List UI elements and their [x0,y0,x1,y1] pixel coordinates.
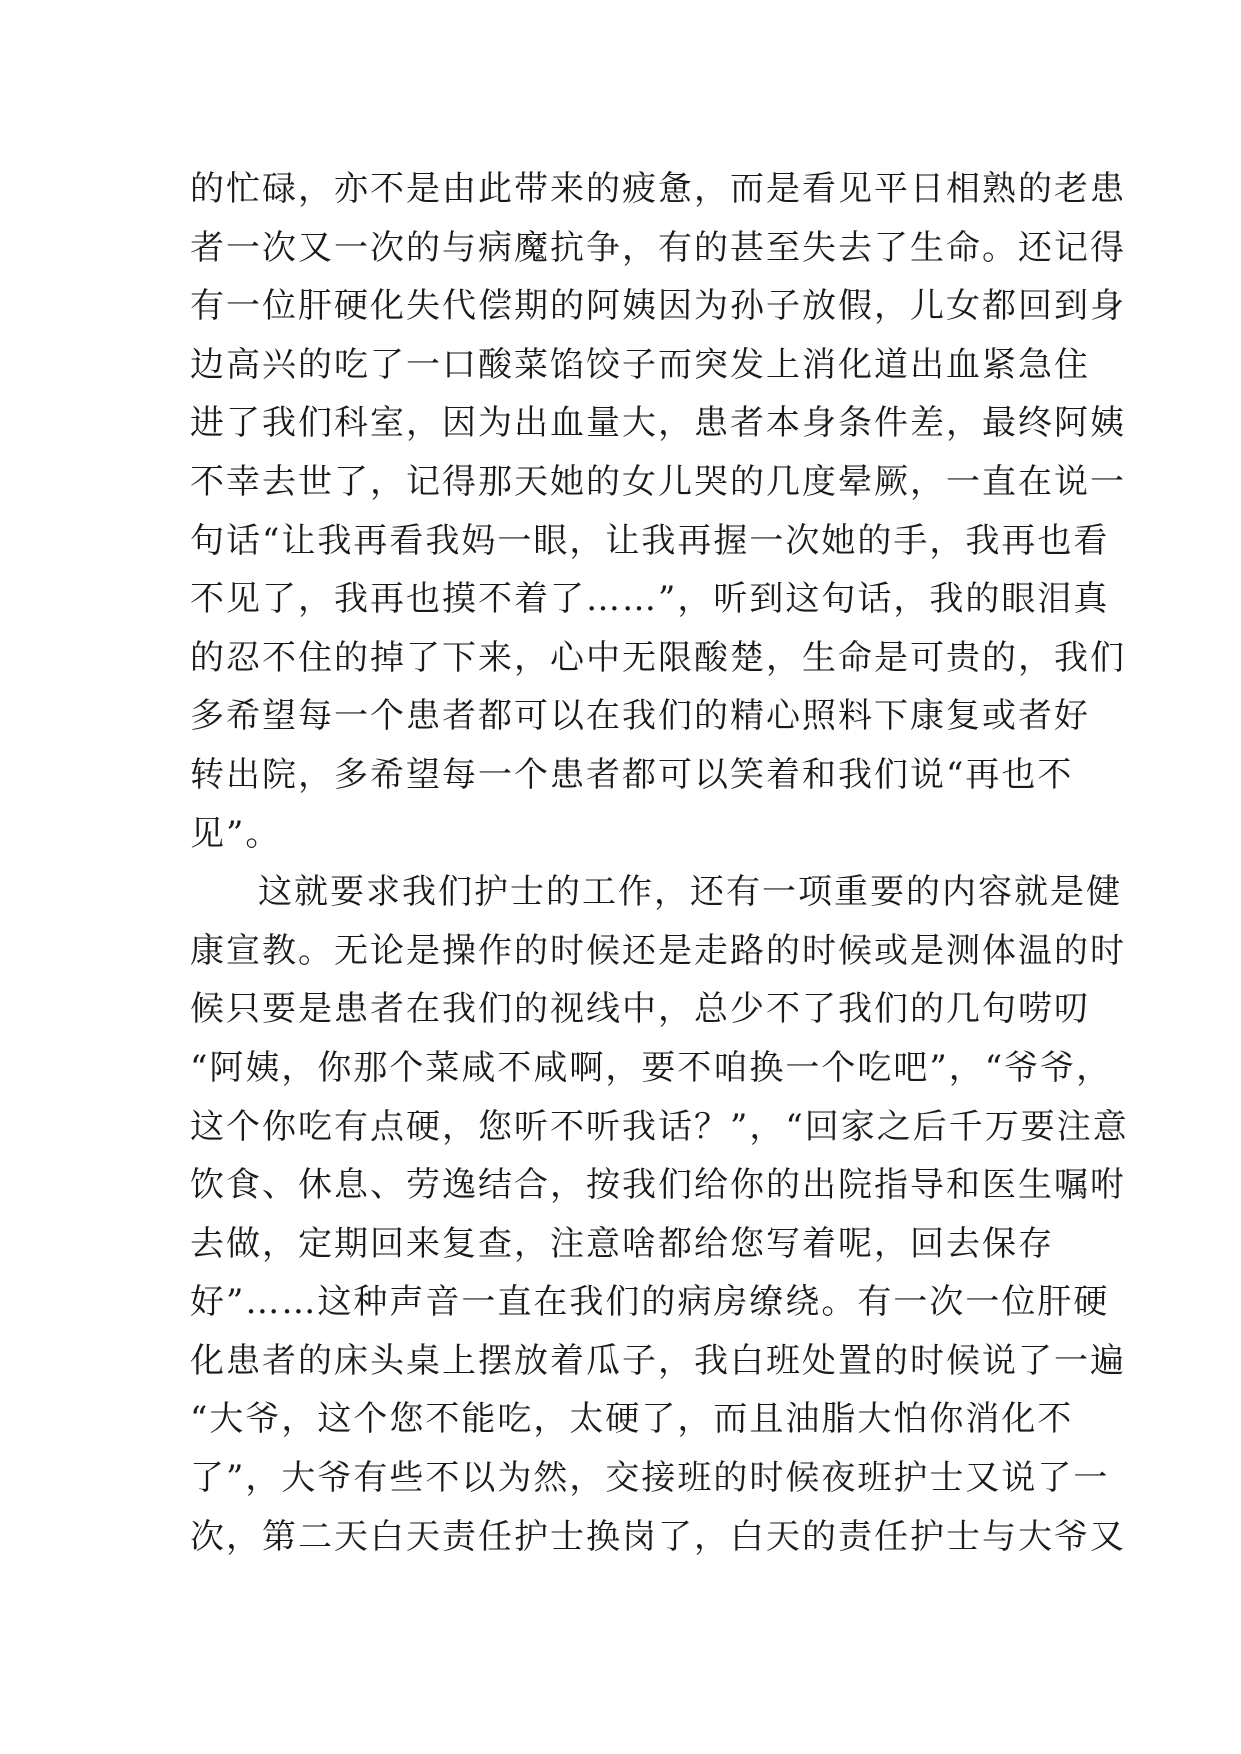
body-text [190,160,1129,1566]
text-line: 饮食、休息、劳逸结合，按我们给你的出院指导和医生嘱咐 [190,1165,1126,1206]
text-line: 者一次又一次的与病魔抗争，有的甚至失去了生命。还记得 [190,227,1126,268]
text-line: 去做，定期回来复查，注意啥都给您写着呢，回去保存 [190,1223,1054,1264]
text-line: 的忍不住的掉了下来，心中无限酸楚，生命是可贵的，我们 [190,637,1126,678]
text-line: 多希望每一个患者都可以在我们的精心照料下康复或者好 [190,696,1090,737]
text-line: 句话“让我再看我妈一眼，让我再握一次她的手，我再也看 [190,520,1110,561]
text-line: 进了我们科室，因为出血量大，患者本身条件差，最终阿姨 [190,403,1126,444]
text-line: 有一位肝硬化失代偿期的阿姨因为孙子放假，儿女都回到身 [190,286,1126,327]
text-line: 化患者的床头桌上摆放着瓜子，我白班处置的时候说了一遍 [190,1340,1126,1381]
text-line: “大爷，这个您不能吃，太硬了，而且油脂大怕你消化不 [190,1399,1074,1440]
text-line: 候只要是患者在我们的视线中，总少不了我们的几句唠叨 [190,989,1090,1030]
text-line: 好”……这种声音一直在我们的病房缭绕。有一次一位肝硬 [190,1282,1110,1323]
text-line: 了”，大爷有些不以为然，交接班的时候夜班护士又说了一 [190,1458,1110,1499]
text-line: 次，第二天白天责任护士换岗了，白天的责任护士与大爷又 [190,1516,1126,1557]
text-line: 不幸去世了，记得那天她的女儿哭的几度晕厥，一直在说一 [190,461,1126,502]
paragraph-first-line: 这就要求我们护士的工作，还有一项重要的内容就是健 [258,872,1122,913]
text-line: 转出院，多希望每一个患者都可以笑着和我们说“再也不 [190,754,1074,795]
text-line: 见”。 [190,813,282,854]
text-line: 不见了，我再也摸不着了……”，听到这句话，我的眼泪真 [190,579,1110,620]
text-line: 边高兴的吃了一口酸菜馅饺子而突发上消化道出血紧急住 [190,344,1090,385]
text-line: 这个你吃有点硬，您听不听我话？”，“回家之后千万要注意 [190,1106,1129,1147]
text-line: “阿姨，你那个菜咸不咸啊，要不咱换一个吃吧”，“爷爷， [190,1047,1113,1088]
text-line: 的忙碌，亦不是由此带来的疲惫，而是看见平日相熟的老患 [190,169,1126,209]
text-line: 康宣教。无论是操作的时候还是走路的时候或是测体温的时 [190,930,1126,971]
